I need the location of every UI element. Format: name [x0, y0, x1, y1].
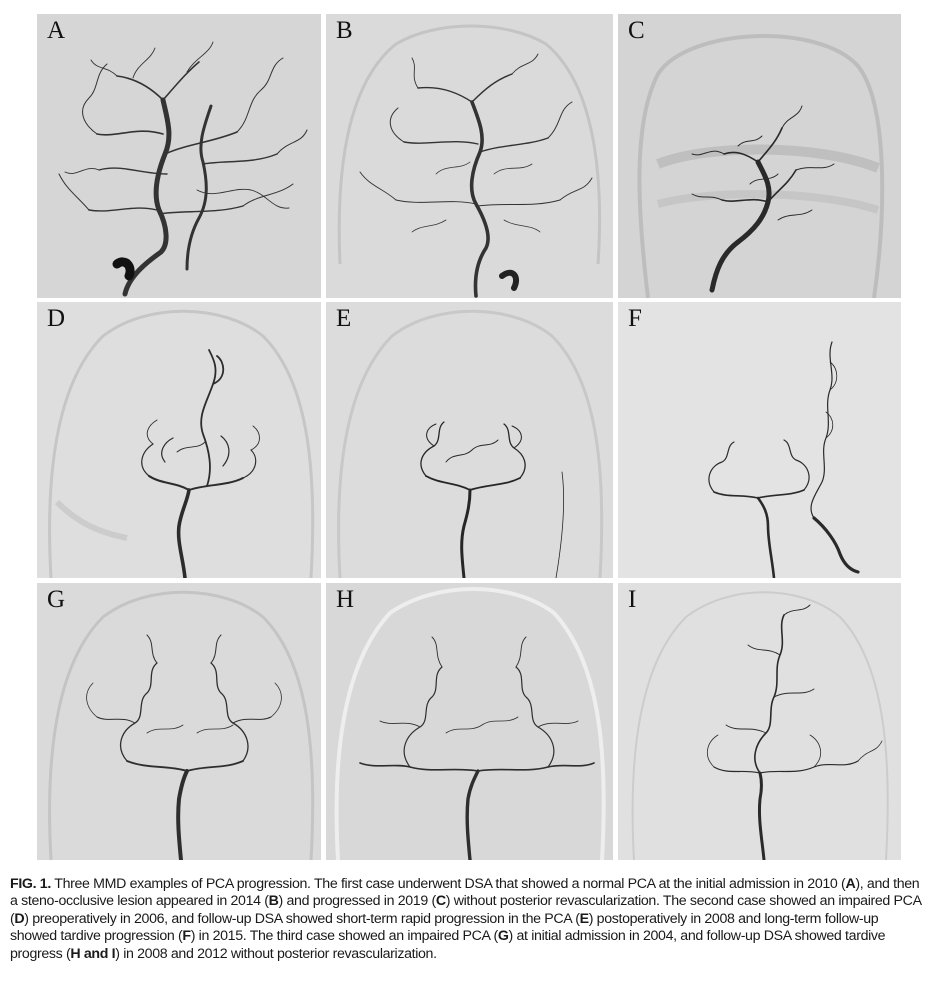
caption-ref: A: [845, 876, 856, 892]
panel-letter-a: A: [47, 17, 66, 44]
caption-text: ), and then a steno-occlusive lesion appeared in 2014 (: [10, 876, 920, 910]
caption-text: Three MMD examples of PCA progression. The first case underwent DSA that showed a normal PCA at the initial admission in 2010 (: [50, 876, 846, 892]
angiogram-image-a: [37, 14, 321, 298]
caption-text: ) in 2008 and 2012 without posterior revascularization.: [115, 945, 437, 962]
angiogram-image-c: [618, 14, 901, 298]
panel-letter-f: F: [628, 305, 642, 332]
panel-letter-g: G: [47, 586, 66, 613]
caption-text: ) postoperatively in 2008 and long-term follow-up showed tardive progression (: [10, 910, 879, 945]
caption-text: ) at initial admission in 2004, and follow-up DSA showed tardive progress (: [10, 928, 886, 962]
angiogram-panel-h: [326, 583, 613, 860]
angiogram-panel-c: [618, 14, 901, 298]
panel-letter-e: E: [336, 305, 352, 332]
panel-letter-i: I: [628, 586, 637, 613]
caption-ref: G: [497, 928, 509, 945]
caption-ref: F: [182, 928, 191, 945]
panel-letter-c: C: [628, 17, 645, 44]
figure-caption: [10, 876, 926, 963]
angiogram-panel-a: [37, 14, 321, 298]
angiogram-panel-f: [618, 302, 901, 578]
angiogram-image-f: [618, 302, 901, 578]
caption-ref: C: [435, 893, 446, 910]
angiogram-panel-b: [326, 14, 613, 298]
angiogram-panel-e: [326, 302, 613, 578]
caption-ref: E: [579, 910, 589, 927]
angiogram-image-h: [326, 583, 613, 860]
caption-ref: H and I: [70, 945, 116, 962]
panel-letter-h: H: [336, 586, 355, 613]
angiogram-image-d: [37, 302, 321, 578]
angiogram-image-g: [37, 583, 321, 860]
figure-label: FIG. 1.: [10, 876, 51, 892]
caption-ref: D: [14, 910, 25, 927]
angiogram-image-b: [326, 14, 613, 298]
caption-text: ) and progressed in 2019 (: [278, 893, 436, 910]
caption-text: ) in 2015. The third case showed an impaired PCA (: [190, 928, 498, 945]
angiogram-image-e: [326, 302, 613, 578]
panel-letter-b: B: [336, 17, 353, 44]
caption-text: ) without posterior revascularization. The second case showed an impaired PCA (: [10, 893, 921, 927]
angiogram-panel-i: [618, 583, 901, 860]
caption-text: ) preoperatively in 2006, and follow-up DSA showed short-term rapid progression in the PCA (: [24, 910, 580, 927]
caption-ref: B: [268, 893, 279, 910]
angiogram-panel-g: [37, 583, 321, 860]
angiogram-panel-d: [37, 302, 321, 578]
panel-letter-d: D: [47, 305, 66, 332]
angiogram-image-i: [618, 583, 901, 860]
